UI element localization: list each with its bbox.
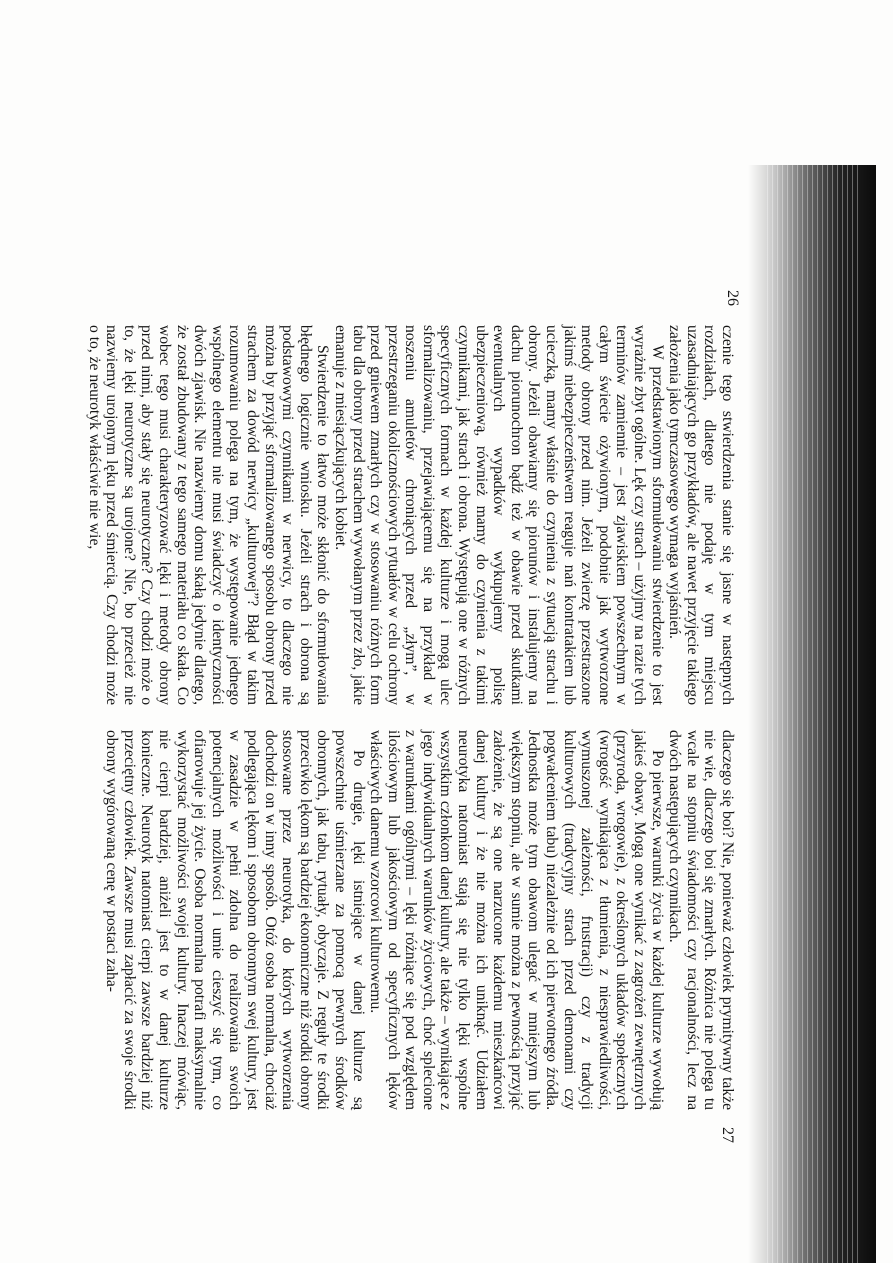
paragraph: Po drugie, lęki istniejące w danej kulturze są powszechnie uśmierzane za pomocą pewnych środków obronnych, jak tabu, rytuały, obyczaje. Z reguły te środki przeciwko lękom są bardziej ekonomiczne niż środki obrony stosowane przez neurotyka, do których wytworzenia dochodzi on w inny sposób. Otóż osoba normalna, chociaż podlegająca lękom i sposobom obronnym swej kultury, jest w zasadzie w pełni zdolna do realizowania swoich potencjalnych możliwości i umie cieszyć się tym, co ofiarowuje jej życie. Osoba normalna potrafi maksymalnie wykorzystać możliwości swojej kultury. Inaczej mówiąc, nie cierpi bardziej, aniżeli jest to w danej kulturze konieczne. Neurotyk natomiast cierpi zawsze bardziej niż przeciętny człowiek. Zawsze musi zapłacić za swoje środki obrony wygórowaną cenę w postaci zaha- (103, 730, 367, 1110)
left-page-number: 26 (724, 290, 741, 306)
paragraph: dlaczego się boi? Nie, ponieważ człowiek prymitywny także nie wie, dlaczego boi się zmarłych. Różnica nie polega tu wcale na stopniu świadomości czy racjonalności, lecz na dwóch następujących czynnikach. (666, 730, 736, 1110)
right-page-text (36, 730, 736, 1110)
paragraph: czenie tego stwierdzenia stanie się jasne w następnych rozdziałach, dlatego nie podaję w tym miejscu uzasadniających go przykładów, ale nawet przyjęcie takiego założenia jako tymczasowego wymaga wyjaśnień. (666, 325, 736, 705)
right-page-number: 27 (719, 1127, 736, 1143)
paragraph: Po pierwsze, warunki życia w każdej kulturze wywołują jakieś obawy. Mogą one wynikać z zagrożeń zewnętrznych (przyroda, wrogowie), z określonych układów społecznych (wrogość wynikająca z tłumienia, z niesprawiedliwości, wymuszonej zależności, frustracji) czy z tradycji kulturowych (tradycyjny strach przed demonami czy pogwałceniem tabu) niezależnie od ich pierwotnego źródła. Jednostka może tym obawom ulegać w mniejszym lub większym stopniu, ale w sumie można z pewnością przyjąć założenie, że są one narzucone każdemu mieszkańcowi danej kultury i że nie można ich uniknąć. Udziałem neurotyka natomiast stają się nie tylko lęki wspólne wszystkim członkom danej kultury, ale także – wynikające z jego indywidualnych warunków życiowych, choć splecione z warunkami ogólnymi – lęki różniące się pod względem ilościowym lub jakościowym od specyficznych lęków właściwych danemu wzorcowi kulturowemu. (367, 730, 666, 1110)
paragraph: W przedstawionym sformułowaniu stwierdzenie to jest wyrażnie zbyt ogólne. Lęk czy strach – użyjmy na razie tych terminów zamiennie – jest zjawiskiem powszechnym w całym świecie ożywionym, podobnie jak wytworzone metody obrony przed nim. Jeżeli zwierzę przestraszone jakimś niebezpieczeństwem reaguje nań kontratakiem lub ucieczką, mamy właśnie do czynienia z sytuacją strachu i obrony. Jeżeli obawiamy się piorunów i instalujemy na dachu piorunochron bądź też w obawie przed skutkami ewentualnych wypadków wykupujemy polisę ubezpieczeniową, również mamy do czynienia z takimi czynnikami, jak strach i obrona. Występują one w różnych specyficznych formach w każdej kulturze i mogą ulec sformalizowaniu, przejawiającemu się na przykład w noszeniu amuletów chroniących przed „złym”, w przestrzeganiu okolicznościowych rytuałów w celu ochrony przed gniewem zmarłych czy w stosowaniu różnych form tabu dla obrony przed strachem wywołanym przez zło, jakie emanuje z miesiączkujących kobiet. (331, 325, 666, 705)
page-edges (763, 165, 858, 1263)
rotated-spread (16, 165, 876, 1263)
left-page-text (36, 325, 736, 705)
paragraph: Stwierdzenie to łatwo może skłonić do sformułowania błędnego logicznie wniosku. Jeżeli strach i obrona są podstawowymi czynnikami w nerwicy, to dlaczego nie można by przyjąć sformalizowanego sposobu obrony przed strachem za dowód nerwicy „kulturowej”? Błąd w takim rozumowaniu polega na tym, że występowanie jednego wspólnego elementu nie musi świadczyć o identyczności dwóch zjawisk. Nie nazwiemy domu skałą jedynie dlatego, że został zbudowany z tego samego materiału co skała. Co wobec tego musi charakteryzować lęki i metody obrony przed nimi, aby stały się neurotyczne? Czy chodzi może o to, że lęki neurotyczne są urojone? Nie, bo przecież nie nazwiemy urojonym lęku przed śmiercią. Czy chodzi może o to, że neurotyk właściwie nie wie, (85, 325, 332, 705)
